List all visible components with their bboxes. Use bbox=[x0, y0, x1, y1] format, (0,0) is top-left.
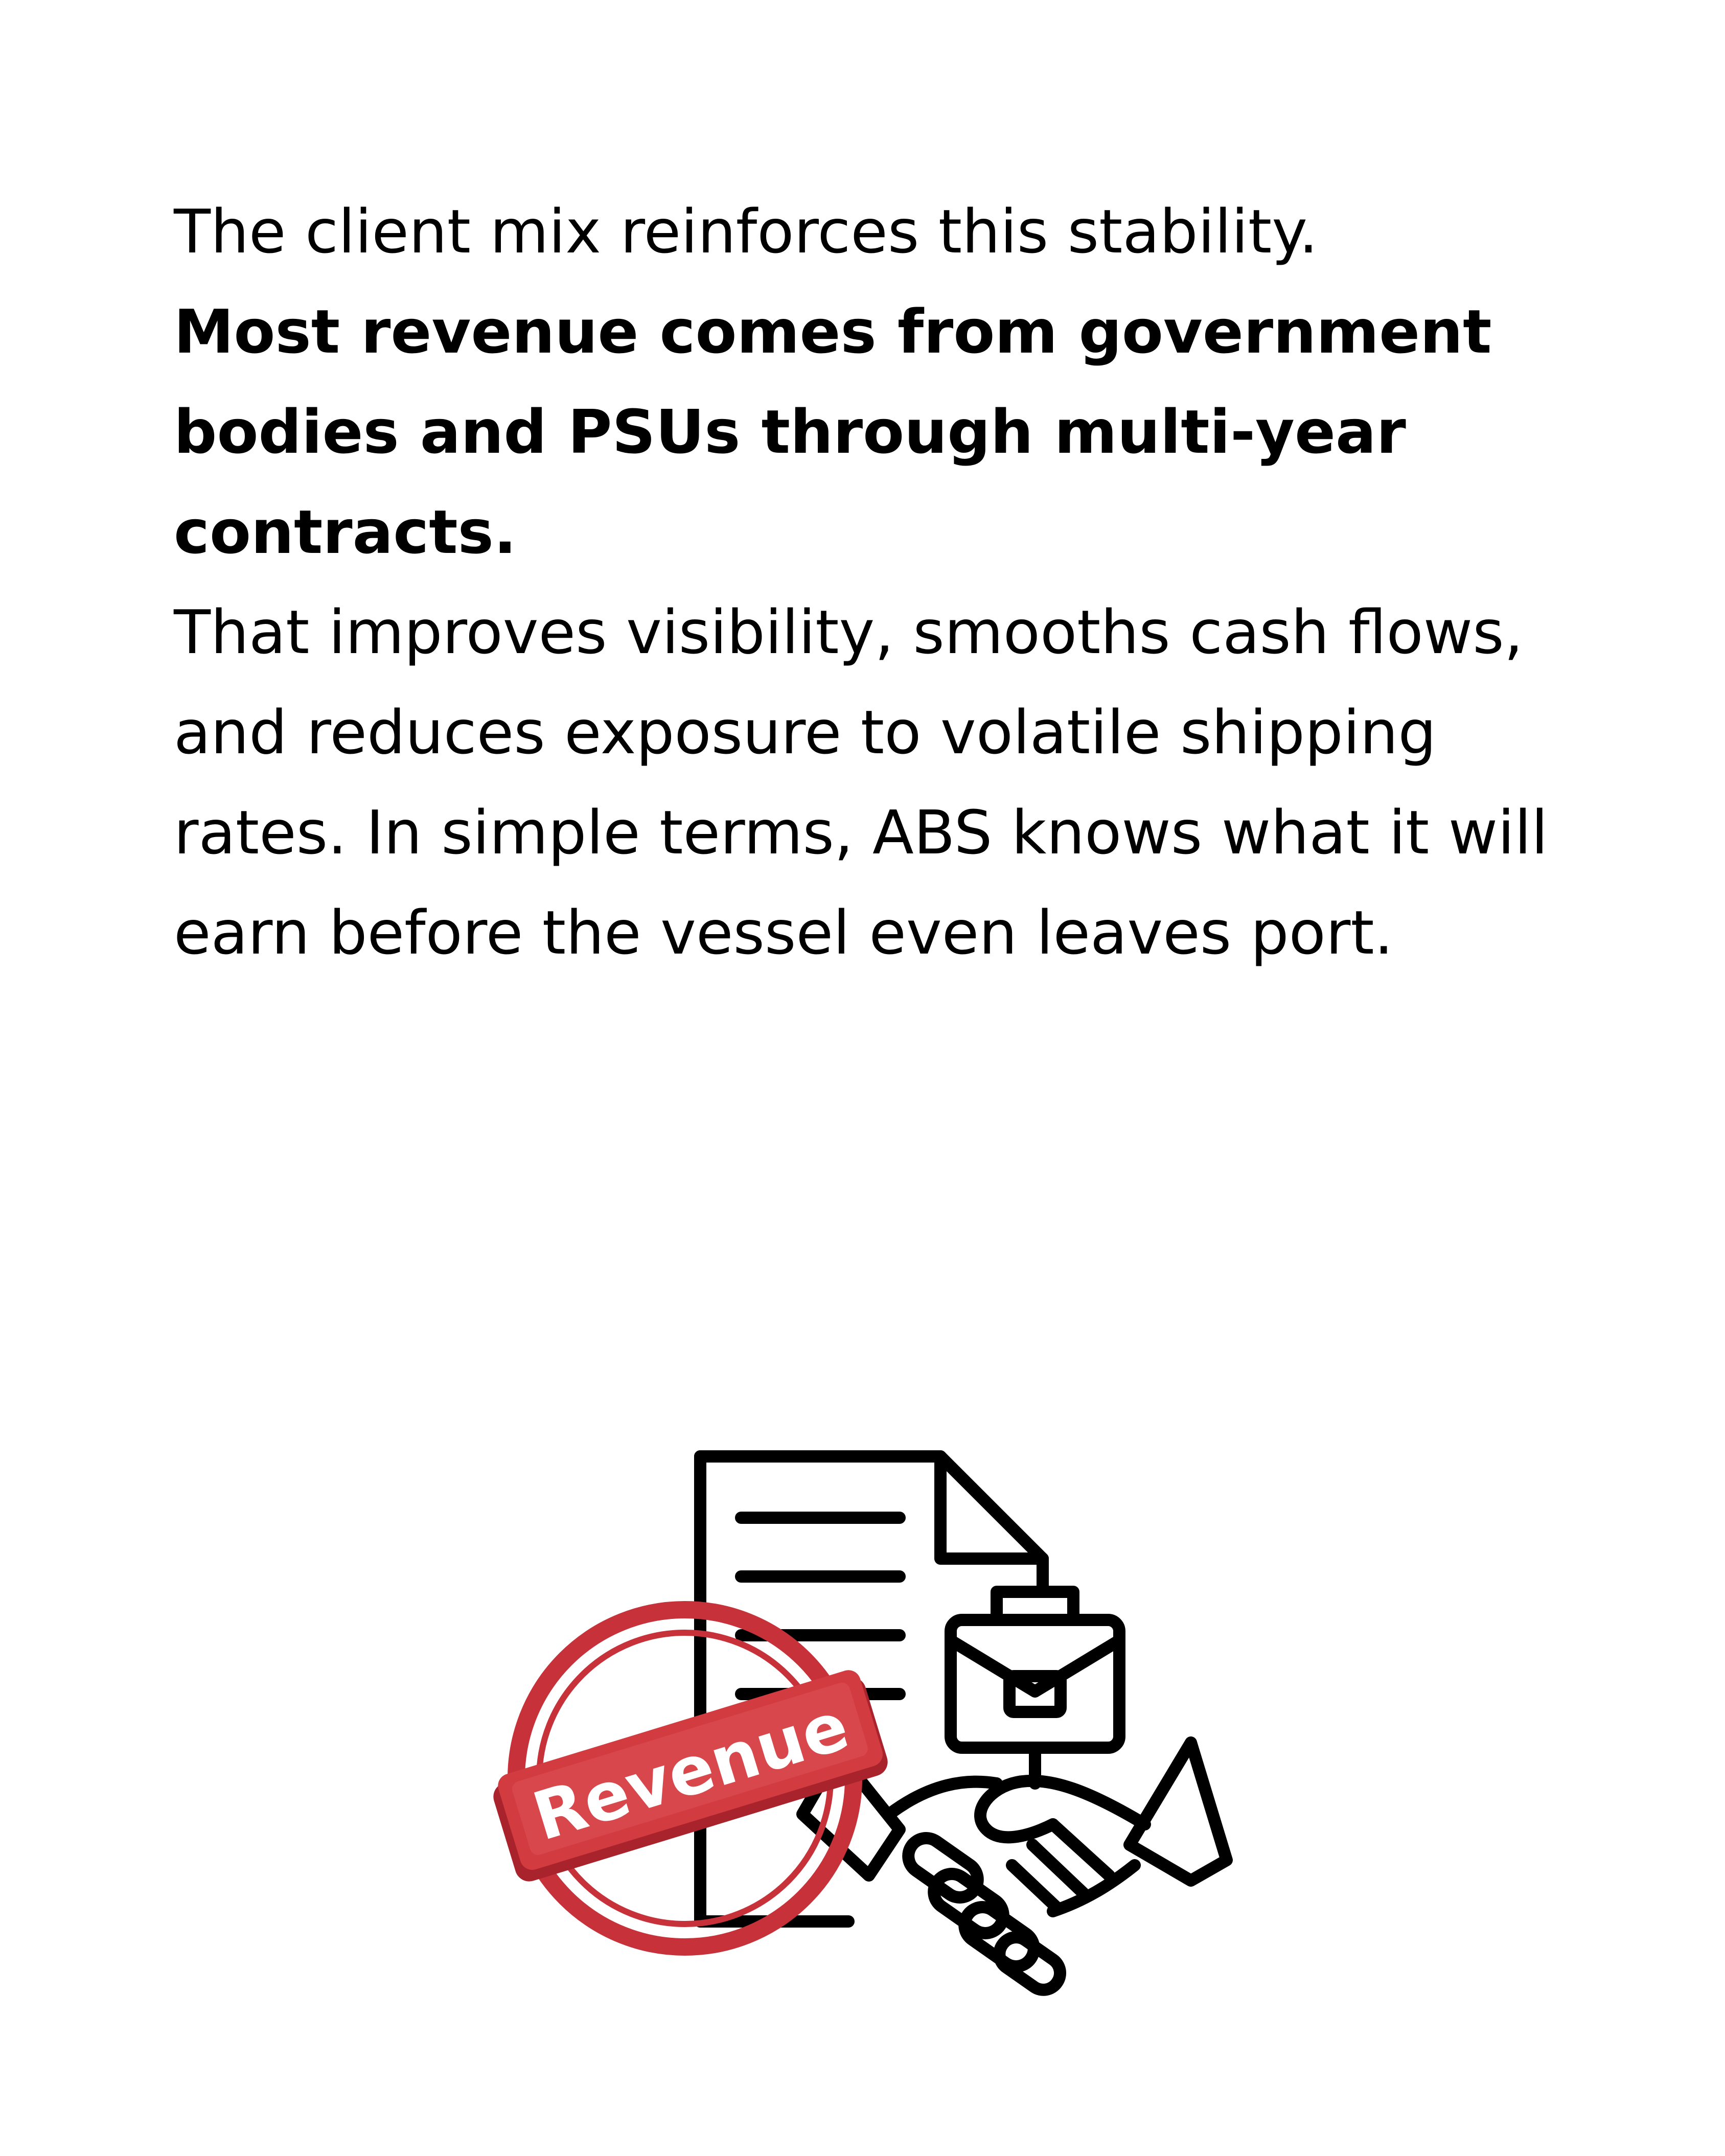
contract-document-icon bbox=[700, 1456, 1043, 1921]
briefcase-icon bbox=[951, 1592, 1119, 1783]
contract-revenue-illustration bbox=[480, 1426, 1278, 2029]
revenue-stamp-icon bbox=[488, 1610, 891, 1947]
bold-statement: Most revenue comes from government bodies and PSUs through multi-year contracts. bbox=[174, 296, 1492, 567]
intro-line: The client mix reinforces this stability. bbox=[174, 196, 1318, 267]
body-paragraph: That improves visibility, smooths cash flows, and reduces exposure to volatile shipping rates. In simple terms, ABS knows what it will earn before the vessel even leaves port. bbox=[174, 597, 1548, 968]
handshake-icon bbox=[802, 1743, 1227, 1996]
article-text bbox=[174, 181, 1554, 983]
stamp-label: Revenue bbox=[524, 1686, 858, 1856]
